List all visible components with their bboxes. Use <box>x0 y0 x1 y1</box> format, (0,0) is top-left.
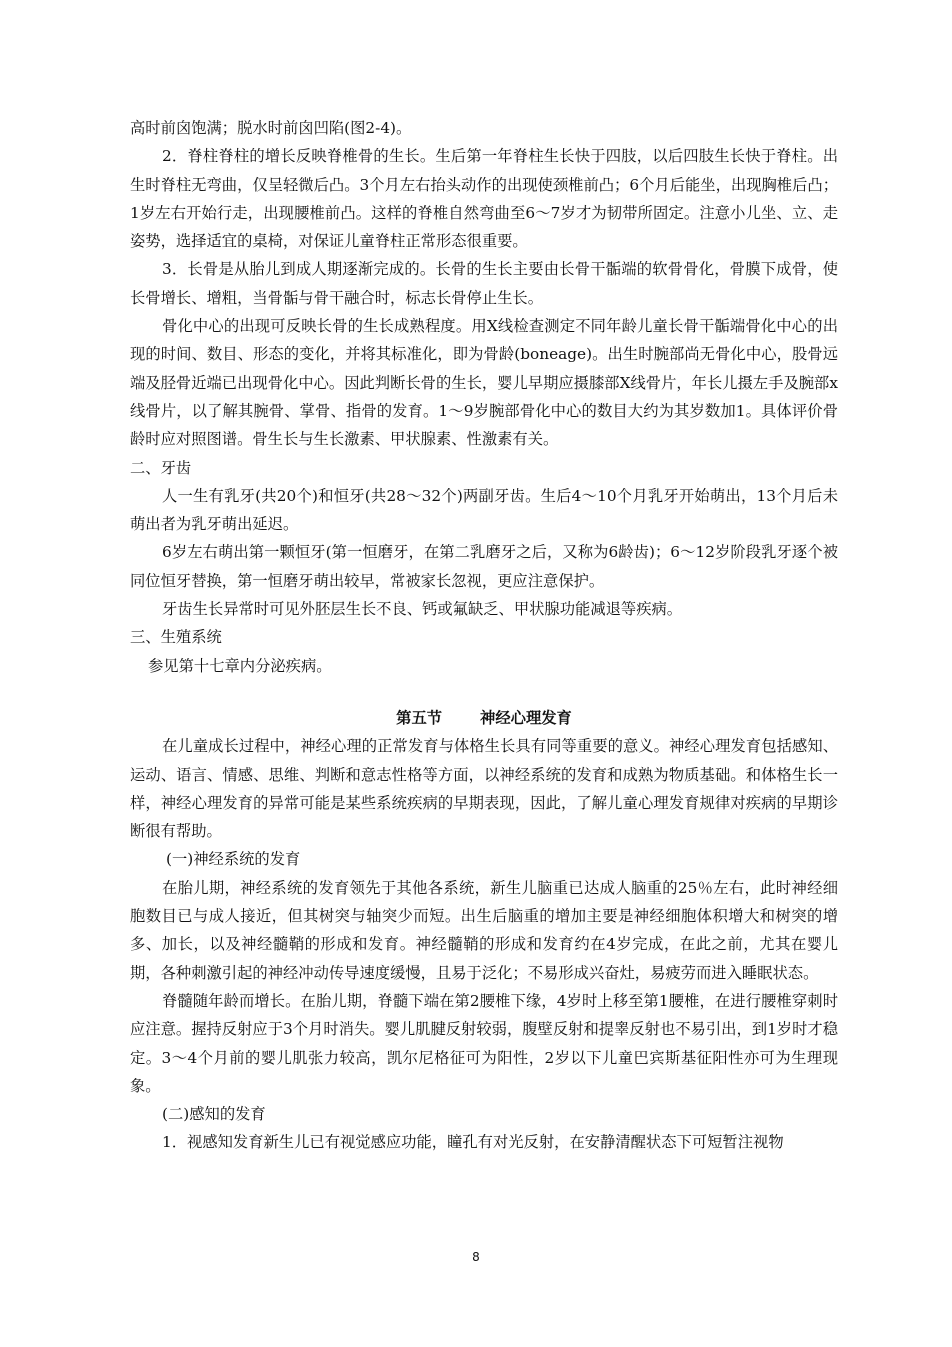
paragraph-long-bone: 3．长骨是从胎儿到成人期逐渐完成的。长骨的生长主要由长骨干骺端的软骨骨化，骨膜下成骨，使长骨增长、增粗，当骨骺与骨干融合时，标志长骨停止生长。 <box>130 260 838 307</box>
section-title <box>130 704 838 732</box>
document-page <box>130 114 838 1157</box>
paragraph-reproductive: 参见第十七章内分泌疾病。 <box>148 656 332 675</box>
paragraph-teeth-1: 人一生有乳牙(共20个)和恒牙(共28～32个)两副牙齿。生后4～10个月乳牙开始萌出，13个月后未萌出者为乳牙萌出延迟。 <box>130 486 838 534</box>
paragraph-nervous-1: 在胎儿期，神经系统的发育领先于其他各系统，新生儿脑重已达成人脑重的25％左右，此时神经细胞数目已与成人接近，但其树突与轴突少而短。出生后脑重的增加主要是神经细胞体积增大和树突的增多、加长，以及神经髓鞘的形成和发育。神经髓鞘的形成和发育约在4岁完成，在此之前，尤其在婴儿期，各种刺激引起的神经冲动传导速度缓慢，且易于泛化；不易形成兴奋灶，易疲劳而进入睡眠状态。 <box>130 878 838 982</box>
paragraph-fontanelle: 高时前囟饱满；脱水时前囟凹陷(图2-4)。 <box>130 119 412 137</box>
paragraph-section-intro: 在儿童成长过程中，神经心理的正常发育与体格生长具有同等重要的意义。神经心理发育包括感知、运动、语言、情感、思维、判断和意志性格等方面，以神经系统的发育和成熟为物质基础。和体格生长一样，神经心理发育的异常可能是某些系统疾病的早期表现，因此，了解儿童心理发育规律对疾病的早期诊断很有帮助。 <box>130 737 838 841</box>
paragraph-teeth-2: 6岁左右萌出第一颗恒牙(第一恒磨牙，在第二乳磨牙之后，又称为6龄齿)；6～12岁阶段乳牙逐个被同位恒牙替换，第一恒磨牙萌出较早，常被家长忽视，更应注意保护。 <box>130 543 838 590</box>
heading-reproductive: 三、生殖系统 <box>130 628 222 647</box>
paragraph-ossification: 骨化中心的出现可反映长骨的生长成熟程度。用X线检查测定不同年龄儿童长骨干骺端骨化中心的出现的时间、数目、形态的变化，并将其标准化，即为骨龄(boneage)。出生时腕部尚无骨化中心，股骨远端及胫骨近端已出现骨化中心。因此判断长骨的生长，婴儿早期应摄膝部X线骨片，年长儿摄左手及腕部x线骨片，以了解其腕骨、掌骨、指骨的发育。1～9岁腕部骨化中心的数目大约为其岁数加1。具体评价骨龄时应对照图谱。骨生长与生长激素、甲状腺素、性激素有关。 <box>130 317 838 449</box>
paragraph-vision: 1．视感知发育新生儿已有视觉感应功能，瞳孔有对光反射，在安静清醒状态下可短暂注视物 <box>162 1133 784 1152</box>
paragraph-spine: 2．脊柱脊柱的增长反映脊椎骨的生长。生后第一年脊柱生长快于四肢，以后四肢生长快于脊柱。出生时脊柱无弯曲，仅呈轻微后凸。3个月左右抬头动作的出现使颈椎前凸；6个月后能坐，出现胸椎后凸；1岁左右开始行走，出现腰椎前凸。这样的脊椎自然弯曲至6～7岁才为韧带所固定。注意小儿坐、立、走姿势，选择适宜的桌椅，对保证儿童脊柱正常形态很重要。 <box>130 147 838 251</box>
subheading-perception: (二)感知的发育 <box>162 1105 266 1124</box>
subheading-nervous-system: (一)神经系统的发育 <box>166 850 301 869</box>
paragraph-teeth-3: 牙齿生长异常时可见外胚层生长不良、钙或氟缺乏、甲状腺功能减退等疾病。 <box>162 600 683 619</box>
section-number: 第五节 <box>396 708 443 727</box>
section-name: 神经心理发育 <box>480 708 572 727</box>
paragraph-nervous-2: 脊髓随年龄而增长。在胎儿期，脊髓下端在第2腰椎下缘，4岁时上移至第1腰椎，在进行腰椎穿刺时应注意。握持反射应于3个月时消失。婴儿肌腱反射较弱，腹壁反射和提睾反射也不易引出，到1岁时才稳定。3～4个月前的婴儿肌张力较高，凯尔尼格征可为阳性，2岁以下儿童巴宾斯基征阳性亦可为生理现象。 <box>130 991 838 1095</box>
page-number: 8 <box>472 1250 480 1264</box>
heading-teeth: 二、牙齿 <box>130 458 192 477</box>
